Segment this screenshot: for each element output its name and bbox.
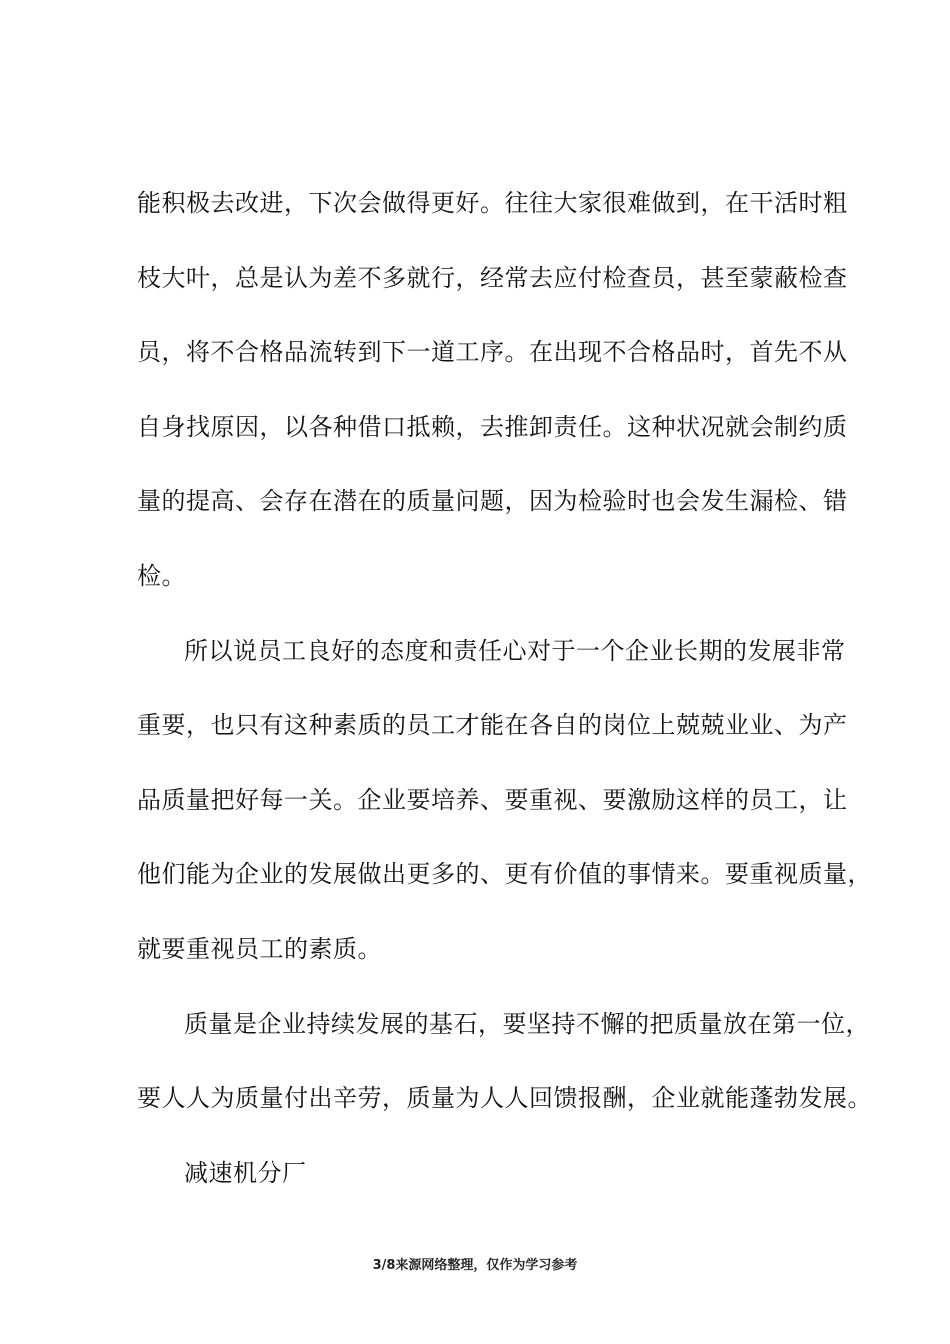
text-line: 量的提高、会存在潜在的质量问题，因为检验时也会发生漏检、错 (137, 487, 848, 516)
text-line: 枝大叶，总是认为差不多就行，经常去应付检查员，甚至蒙蔽检查 (137, 263, 848, 292)
paragraph-start-line: 质量是企业持续发展的基石，要坚持不懈的把质量放在第一位， (184, 1009, 870, 1038)
text-line: 员，将不合格品流转到下一道工序。在出现不合格品时，首先不从 (137, 338, 848, 367)
text-line: 检。 (137, 561, 186, 590)
text-line: 就要重视员工的素质。 (137, 934, 382, 963)
body-text (137, 166, 872, 1210)
text-line: 能积极去改进，下次会做得更好。往往大家很难做到，在干活时粗 (137, 189, 848, 217)
text-line: 自身找原因，以各种借口抵赖，去推卸责任。这种状况就会制约质 (137, 412, 848, 441)
page-footer: 3/8来源网络整理，仅作为学习参考 (372, 1258, 578, 1273)
paragraph-start-line: 所以说员工良好的态度和责任心对于一个企业长期的发展非常 (184, 636, 846, 665)
text-line: 重要，也只有这种素质的员工才能在各自的岗位上兢兢业业、为产 (137, 711, 848, 740)
text-line: 他们能为企业的发展做出更多的、更有价值的事情来。要重视质量， (137, 860, 872, 889)
text-line: 品质量把好每一关。企业要培养、要重视、要激励这样的员工，让 (137, 785, 848, 814)
signature-line: 减速机分厂 (184, 1158, 307, 1187)
text-line: 要人人为质量付出辛劳，质量为人人回馈报酬，企业就能蓬勃发展。 (137, 1084, 872, 1113)
